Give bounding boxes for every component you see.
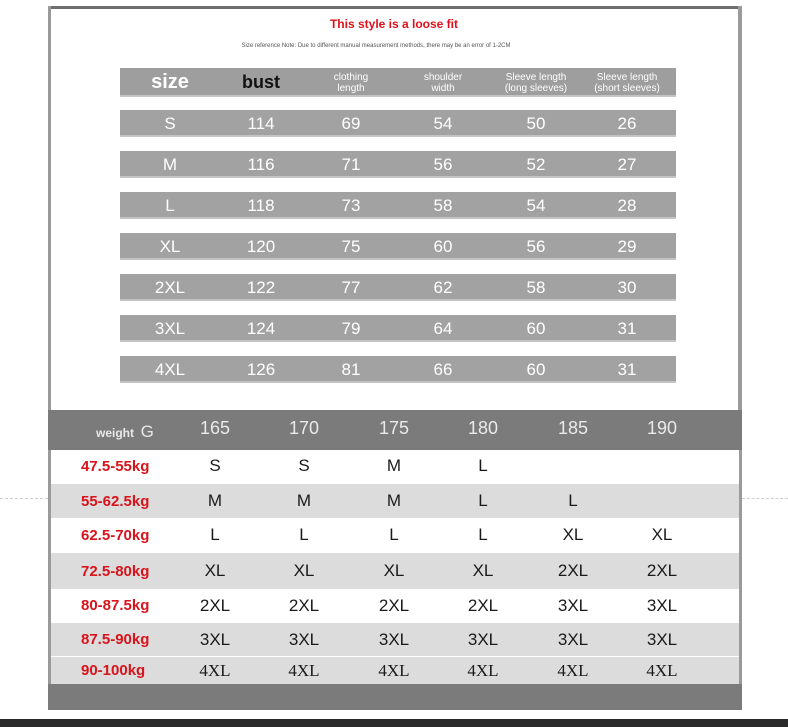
size-cell-length: 79 <box>341 318 361 338</box>
height-header: 180 <box>467 418 499 438</box>
header-shoulder-line2: width <box>431 82 455 94</box>
size-cell-shoulder: 56 <box>433 154 453 174</box>
recommended-size: XL <box>383 561 405 580</box>
size-cell-shoulder: 58 <box>433 195 453 215</box>
recommended-size: 2XL <box>378 595 410 615</box>
recommended-size: 3XL <box>378 629 410 649</box>
header-clothing-line2: length <box>337 82 365 94</box>
size-row <box>120 233 676 260</box>
weight-range: 80-87.5kg <box>81 597 150 614</box>
bottom-line <box>0 719 788 727</box>
size-cell-bust: 124 <box>246 318 276 338</box>
divider-right <box>742 498 788 499</box>
frame-left <box>48 6 51 410</box>
weight-row <box>51 623 739 656</box>
header-sleeve-long-line2: (long sleeves) <box>504 82 568 94</box>
size-cell-sleeve-short: 29 <box>617 236 637 256</box>
size-cell-sleeve-short: 26 <box>617 113 637 133</box>
size-cell-size: 4XL <box>154 359 186 379</box>
recommended-size: L <box>478 456 488 475</box>
recommended-size: 2XL <box>199 595 231 615</box>
size-cell-bust: 118 <box>247 195 275 215</box>
size-cell-bust: 126 <box>246 359 276 379</box>
recommended-size: 3XL <box>646 629 678 649</box>
size-chart-header <box>120 68 676 97</box>
recommended-size: M <box>296 491 312 510</box>
recommended-size: 3XL <box>557 595 589 615</box>
weight-range: 62.5-70kg <box>81 526 150 544</box>
size-cell-size: XL <box>159 236 181 256</box>
size-cell-shoulder: 64 <box>433 318 453 338</box>
recommended-size: XL <box>562 525 584 544</box>
recommended-size: 4XL <box>288 660 320 680</box>
size-row <box>120 315 676 342</box>
recommended-size: M <box>386 491 402 510</box>
size-cell-sleeve-long: 56 <box>526 236 546 256</box>
size-cell-sleeve-short: 31 <box>617 359 637 379</box>
weight-row <box>51 553 739 589</box>
height-header: 175 <box>378 418 410 438</box>
recommended-size: L <box>478 525 488 544</box>
size-cell-sleeve-long: 60 <box>526 359 546 379</box>
height-header: 185 <box>557 418 589 438</box>
measurement-note: Size reference Note: Due to different manual measurement methods, there may be an error of 1-2CM <box>241 43 511 49</box>
bottom-band <box>48 684 742 710</box>
header-sleeve-long <box>492 68 580 97</box>
frame-right <box>738 6 742 410</box>
size-cell-sleeve-long: 60 <box>526 318 546 338</box>
recommended-size: 2XL <box>557 561 589 580</box>
recommended-size: 3XL <box>467 629 499 649</box>
weight-range: 47.5-55kg <box>81 457 150 475</box>
recommended-size: 4XL <box>467 660 499 680</box>
size-cell-sleeve-long: 52 <box>526 154 546 174</box>
weight-unit: G <box>140 422 154 441</box>
size-cell-bust: 114 <box>247 113 275 133</box>
size-row <box>120 274 676 301</box>
recommended-size: L <box>210 525 220 544</box>
recommended-size: L <box>568 491 578 510</box>
height-header: 165 <box>199 418 231 438</box>
recommended-size: XL <box>651 525 673 544</box>
size-cell-shoulder: 60 <box>433 236 453 256</box>
recommended-size: M <box>386 456 402 475</box>
size-cell-sleeve-long: 58 <box>526 277 546 297</box>
weight-label: weight <box>96 426 134 440</box>
recommended-size: 3XL <box>646 595 678 615</box>
size-cell-length: 69 <box>341 113 361 133</box>
size-cell-bust: 122 <box>246 277 276 297</box>
size-cell-sleeve-short: 27 <box>617 154 637 174</box>
weight-row <box>51 484 739 518</box>
recommended-size: 2XL <box>646 561 678 580</box>
header-size: size <box>151 71 189 93</box>
size-cell-size: 2XL <box>154 277 186 297</box>
weight-range: 72.5-80kg <box>81 562 150 580</box>
weight-range: 87.5-90kg <box>81 631 150 648</box>
header-shoulder-width <box>402 68 484 97</box>
height-header: 190 <box>646 418 678 438</box>
height-header: 170 <box>288 418 320 438</box>
recommended-size: S <box>298 456 310 475</box>
size-cell-shoulder: 62 <box>433 277 453 297</box>
recommended-size: L <box>389 525 399 544</box>
weight-range: 55-62.5kg <box>81 492 150 510</box>
recommended-size: 4XL <box>199 660 231 680</box>
weight-frame-right <box>739 450 742 684</box>
weight-row <box>51 589 739 622</box>
size-cell-shoulder: 54 <box>433 113 453 133</box>
recommended-size: L <box>299 525 309 544</box>
size-cell-length: 77 <box>341 277 361 297</box>
weight-row <box>51 519 739 551</box>
size-row <box>120 356 676 383</box>
header-clothing-length <box>310 68 392 97</box>
size-cell-bust: 116 <box>247 154 275 174</box>
recommended-size: 3XL <box>557 629 589 649</box>
size-cell-length: 81 <box>341 359 361 379</box>
recommended-size: 4XL <box>646 660 678 680</box>
header-sleeve-short <box>582 68 672 97</box>
size-cell-size: M <box>162 154 178 174</box>
recommended-size: 3XL <box>288 629 320 649</box>
size-cell-length: 75 <box>341 236 361 256</box>
header-clothing-line1: clothing <box>333 71 369 83</box>
header-sleeve-long-line1: Sleeve length <box>505 71 567 83</box>
recommended-size: XL <box>472 561 494 580</box>
divider-left <box>0 498 48 499</box>
size-cell-sleeve-short: 28 <box>617 195 637 215</box>
recommended-size <box>543 450 603 482</box>
recommended-size: 4XL <box>378 660 410 680</box>
weight-row <box>51 450 739 482</box>
page-title: This style is a loose fit <box>329 17 459 31</box>
size-row <box>120 192 676 219</box>
size-cell-size: L <box>165 195 175 215</box>
header-bust: bust <box>242 72 280 92</box>
weight-header-label <box>96 422 154 442</box>
size-row <box>120 110 676 137</box>
size-cell-sleeve-long: 54 <box>526 195 546 215</box>
size-cell-sleeve-short: 30 <box>617 277 637 297</box>
size-row <box>120 151 676 178</box>
header-shoulder-line1: shoulder <box>423 71 463 83</box>
recommended-size: S <box>209 456 221 475</box>
recommended-size: 3XL <box>199 629 231 649</box>
size-cell-length: 73 <box>341 195 361 215</box>
size-cell-size: 3XL <box>154 318 186 338</box>
recommended-size <box>632 484 692 518</box>
size-cell-length: 71 <box>341 154 361 174</box>
frame-top <box>48 6 742 9</box>
header-sleeve-short-line2: (short sleeves) <box>594 82 660 94</box>
recommended-size: M <box>207 491 223 510</box>
recommended-size: 2XL <box>288 595 320 615</box>
weight-row <box>51 657 739 684</box>
weight-range: 90-100kg <box>81 662 146 679</box>
size-cell-shoulder: 66 <box>433 359 453 379</box>
header-sleeve-short-line1: Sleeve length <box>596 71 658 83</box>
recommended-size: XL <box>204 561 226 580</box>
recommended-size: 4XL <box>557 660 589 680</box>
recommended-size: 2XL <box>467 595 499 615</box>
size-cell-size: S <box>164 113 176 133</box>
recommended-size: XL <box>293 561 315 580</box>
size-cell-sleeve-long: 50 <box>526 113 546 133</box>
recommended-size <box>632 450 692 482</box>
size-cell-sleeve-short: 31 <box>617 318 637 338</box>
recommended-size: L <box>478 491 488 510</box>
size-cell-bust: 120 <box>246 236 276 256</box>
